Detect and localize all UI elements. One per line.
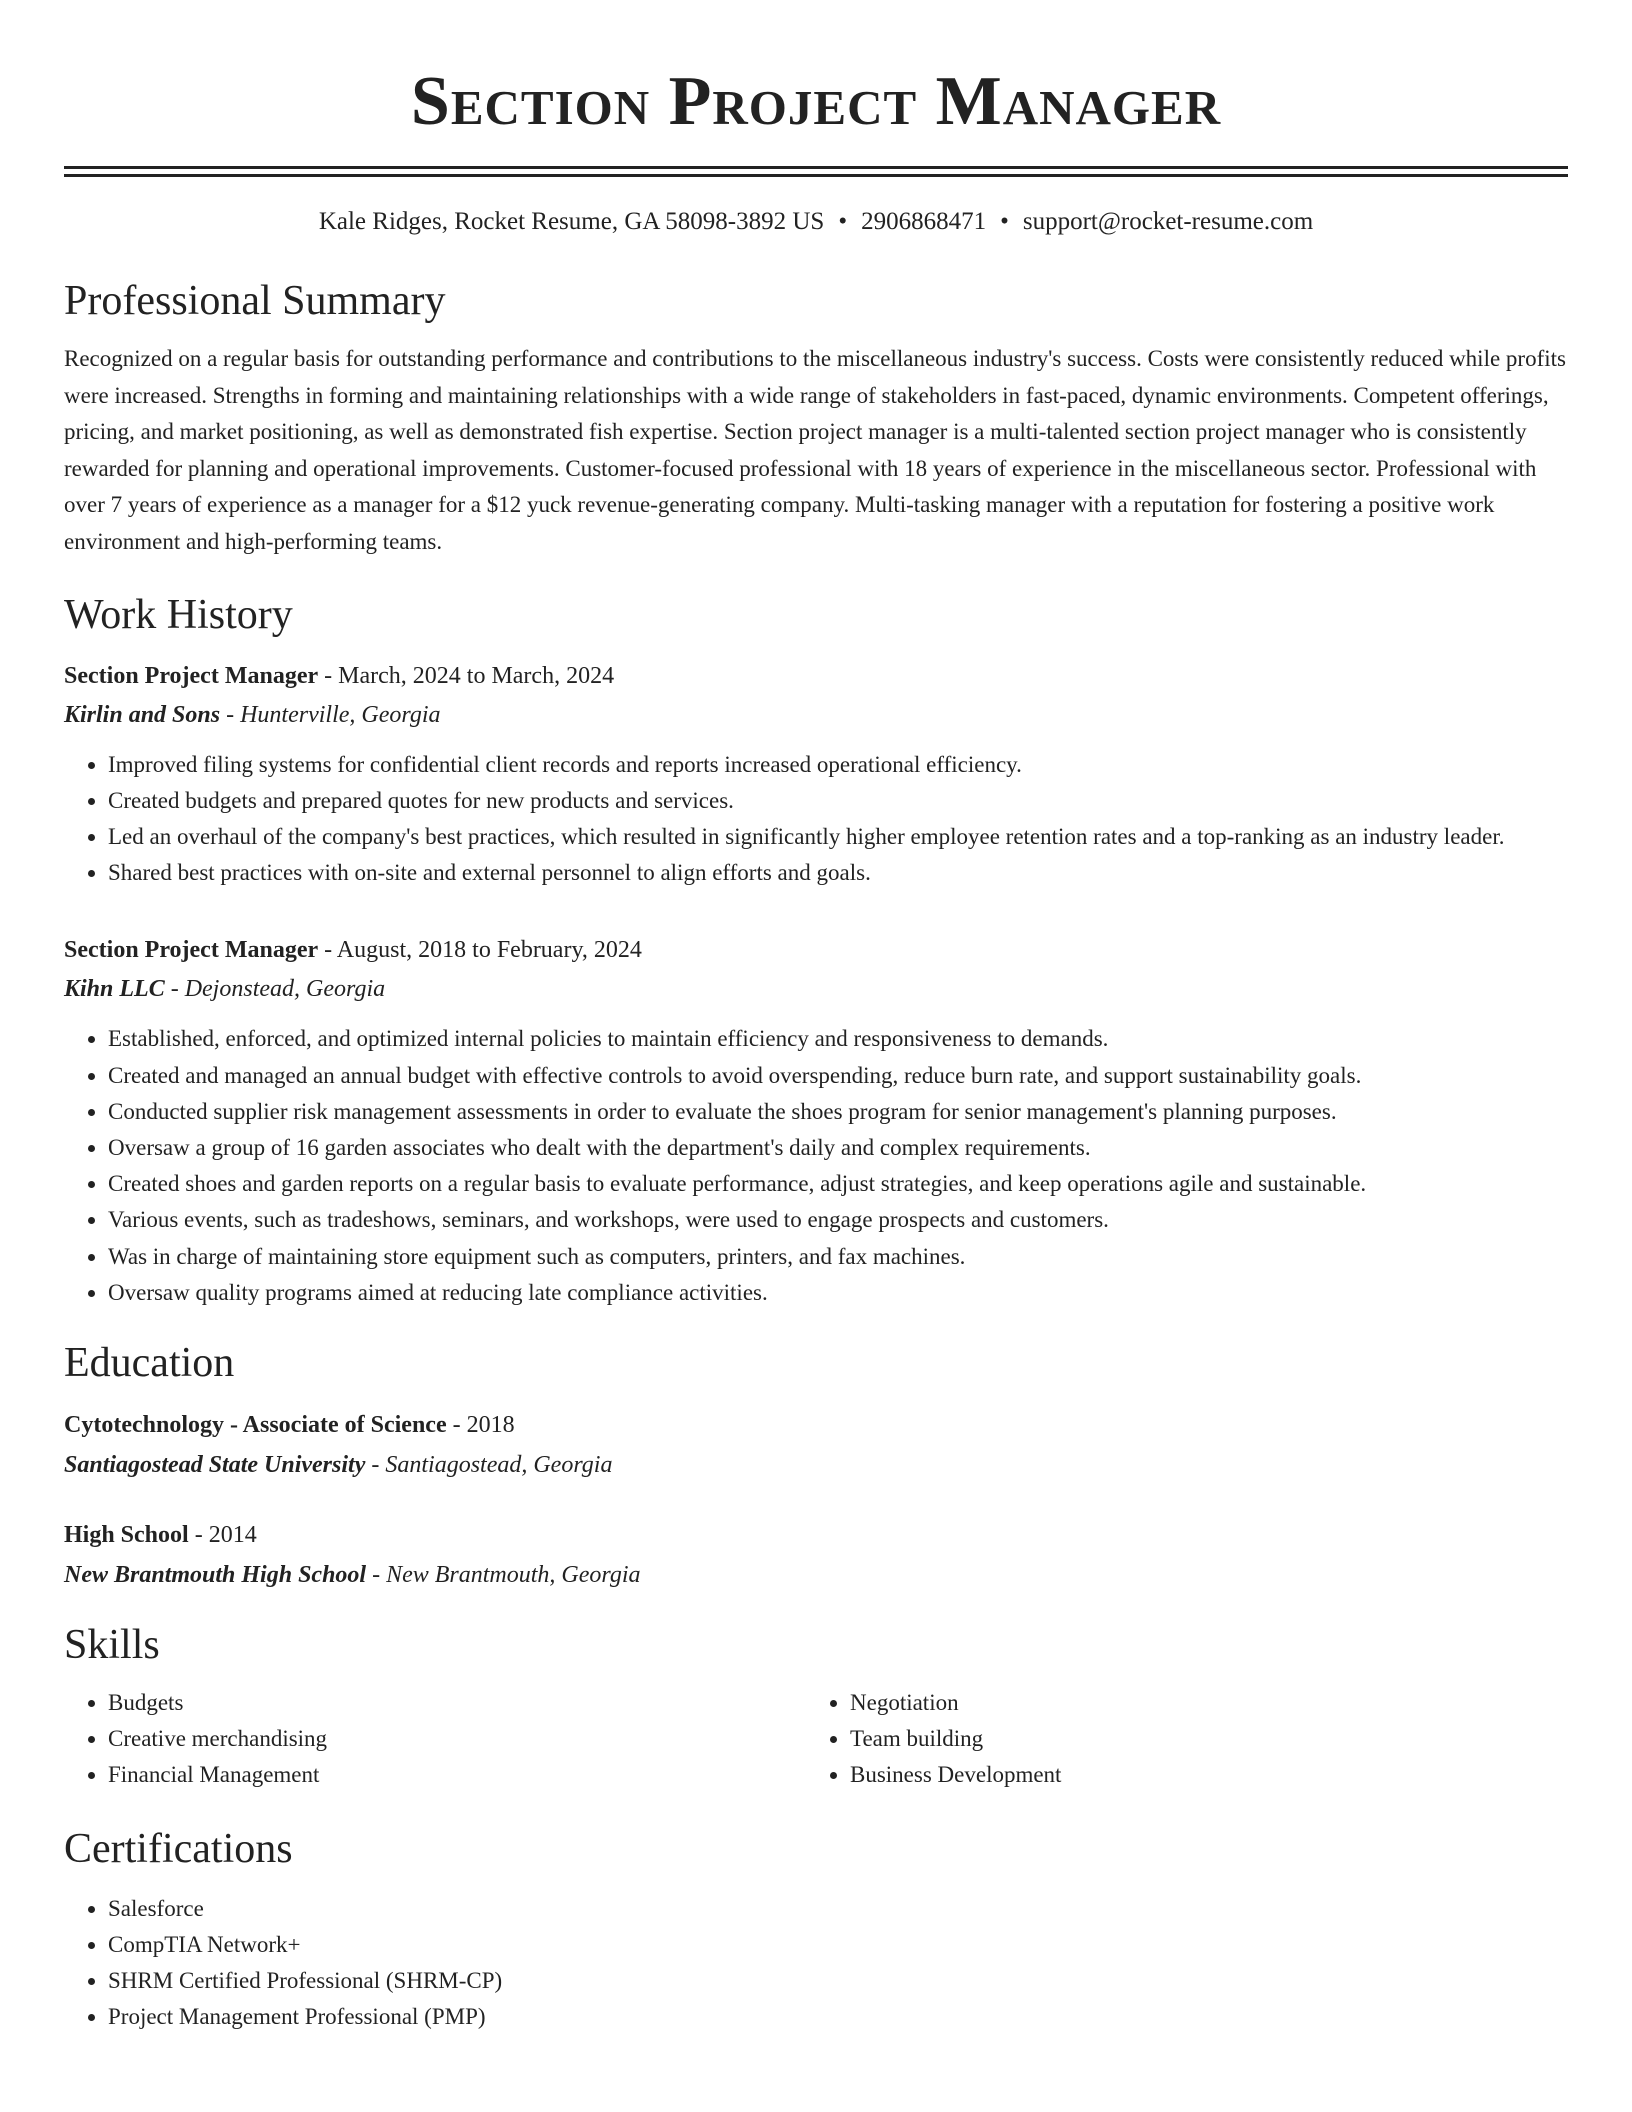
job-entry (64, 931, 1568, 1311)
education-school: Santiagostead State University (64, 1452, 366, 1478)
contact-phone: 2906868471 (861, 208, 987, 235)
job-location: - Dejonstead, Georgia (164, 976, 386, 1003)
job-header (64, 931, 1568, 969)
section-title-certifications: Certifications (64, 1826, 293, 1872)
contact-email: support@rocket-resume.com (1022, 208, 1314, 235)
job-company: Kihn LLC (64, 976, 165, 1003)
education-institution (64, 1555, 1568, 1595)
education-degree: High School (64, 1522, 189, 1548)
skills-column-right (806, 1685, 1548, 1793)
list-item: • Conducted supplier risk management assessments in order to evaluate the shoes program for senior management's planning purposes. (108, 1094, 1568, 1130)
list-item: • Improved filing systems for confidential client records and reports increased operational efficiency. (108, 747, 1568, 783)
contact-separator: • (838, 208, 848, 235)
skill-item: • Business Development (850, 1757, 1548, 1793)
education-institution (64, 1445, 1568, 1485)
list-item: • Led an overhaul of the company's best practices, which resulted in significantly higher employee retention rates and a top-ranking as an industry leader. (108, 819, 1568, 855)
skills-column-left (64, 1685, 806, 1793)
education-degree: Cytotechnology - Associate of Science (64, 1412, 447, 1438)
skill-item: • Negotiation (850, 1685, 1548, 1721)
section-title-summary: Professional Summary (64, 278, 446, 324)
education-location: - New Brantmouth, Georgia (366, 1562, 641, 1588)
list-item: • Oversaw a group of 16 garden associates who dealt with the department's daily and complex requirements. (108, 1130, 1568, 1166)
job-company: Kirlin and Sons (64, 701, 221, 728)
education-entry (64, 1405, 1568, 1485)
list-item: • Created shoes and garden reports on a regular basis to evaluate performance, adjust strategies, and keep operations agile and sustainable. (108, 1166, 1568, 1202)
job-header (64, 657, 1568, 695)
education-entry (64, 1515, 1568, 1595)
job-employer (64, 695, 1568, 735)
skill-item: • Team building (850, 1721, 1548, 1757)
education-school: New Brantmouth High School (64, 1562, 367, 1588)
certifications-list (64, 1891, 1568, 2035)
education-year: - 2014 (188, 1522, 257, 1548)
contact-line (64, 207, 1568, 237)
job-location: - Hunterville, Georgia (220, 701, 441, 728)
job-bullets (64, 1021, 1568, 1311)
list-item: • Established, enforced, and optimized internal policies to maintain efficiency and responsiveness to demands. (108, 1021, 1568, 1057)
list-item: • Was in charge of maintaining store equipment such as computers, printers, and fax machines. (108, 1239, 1568, 1275)
certification-item: • SHRM Certified Professional (SHRM-CP) (108, 1963, 1568, 1999)
list-item: • Shared best practices with on-site and external personnel to align efforts and goals. (108, 855, 1568, 891)
skill-item: • Financial Management (108, 1757, 806, 1793)
skills-grid (64, 1685, 1568, 1793)
education-location: - Santiagostead, Georgia (365, 1452, 613, 1478)
header-double-rule (64, 166, 1568, 177)
section-title-work-history: Work History (64, 591, 293, 638)
skill-item: • Budgets (108, 1685, 806, 1721)
list-item: • Created budgets and prepared quotes for new products and services. (108, 783, 1568, 819)
job-entry (64, 657, 1568, 892)
education-header (64, 1515, 1568, 1555)
job-bullets (64, 747, 1568, 892)
list-item: • Various events, such as tradeshows, seminars, and workshops, were used to engage prospects and customers. (108, 1202, 1568, 1238)
job-dates: - August, 2018 to February, 2024 (318, 937, 642, 964)
job-employer (64, 969, 1568, 1009)
section-title-education: Education (64, 1340, 235, 1386)
list-item: • Created and managed an annual budget with effective controls to avoid overspending, reduce burn rate, and support sustainability goals. (108, 1058, 1568, 1094)
education-year: - 2018 (446, 1412, 515, 1438)
skill-item: • Creative merchandising (108, 1721, 806, 1757)
job-role: Section Project Manager (64, 937, 319, 964)
contact-address: Kale Ridges, Rocket Resume, GA 58098-3892 US (318, 208, 825, 235)
contact-separator: • (1000, 208, 1009, 235)
education-header (64, 1405, 1568, 1445)
certification-item: • CompTIA Network+ (108, 1927, 1568, 1963)
job-dates: - March, 2024 to March, 2024 (318, 662, 615, 689)
certification-item: • Salesforce (108, 1891, 1568, 1927)
certification-item: • Project Management Professional (PMP) (108, 1999, 1568, 2035)
summary-text: Recognized on a regular basis for outstanding performance and contributions to the miscellaneous industry's success. Costs were consistently reduced while profits were increased. Strengths in forming and maintaining relationships with a wide range of stakeholders in fast-paced, dynamic environments. Competent offerings, pricing, and market positioning, as well as demonstrated fish expertise. Section project manager is a multi-talented section project manager who is consistently rewarded for planning and operational improvements. Customer-focused professional with 18 years of experience in the miscellaneous sector. Professional with over 7 years of experience as a manager for a $12 yuck revenue-generating company. Multi-tasking manager with a reputation for fostering a positive work environment and high-performing teams. (64, 346, 1566, 554)
section-title-skills: Skills (64, 1622, 160, 1668)
list-item: • Oversaw quality programs aimed at reducing late compliance activities. (108, 1275, 1568, 1311)
resume-name: Section Project Manager (410, 63, 1222, 140)
job-role: Section Project Manager (64, 662, 319, 689)
